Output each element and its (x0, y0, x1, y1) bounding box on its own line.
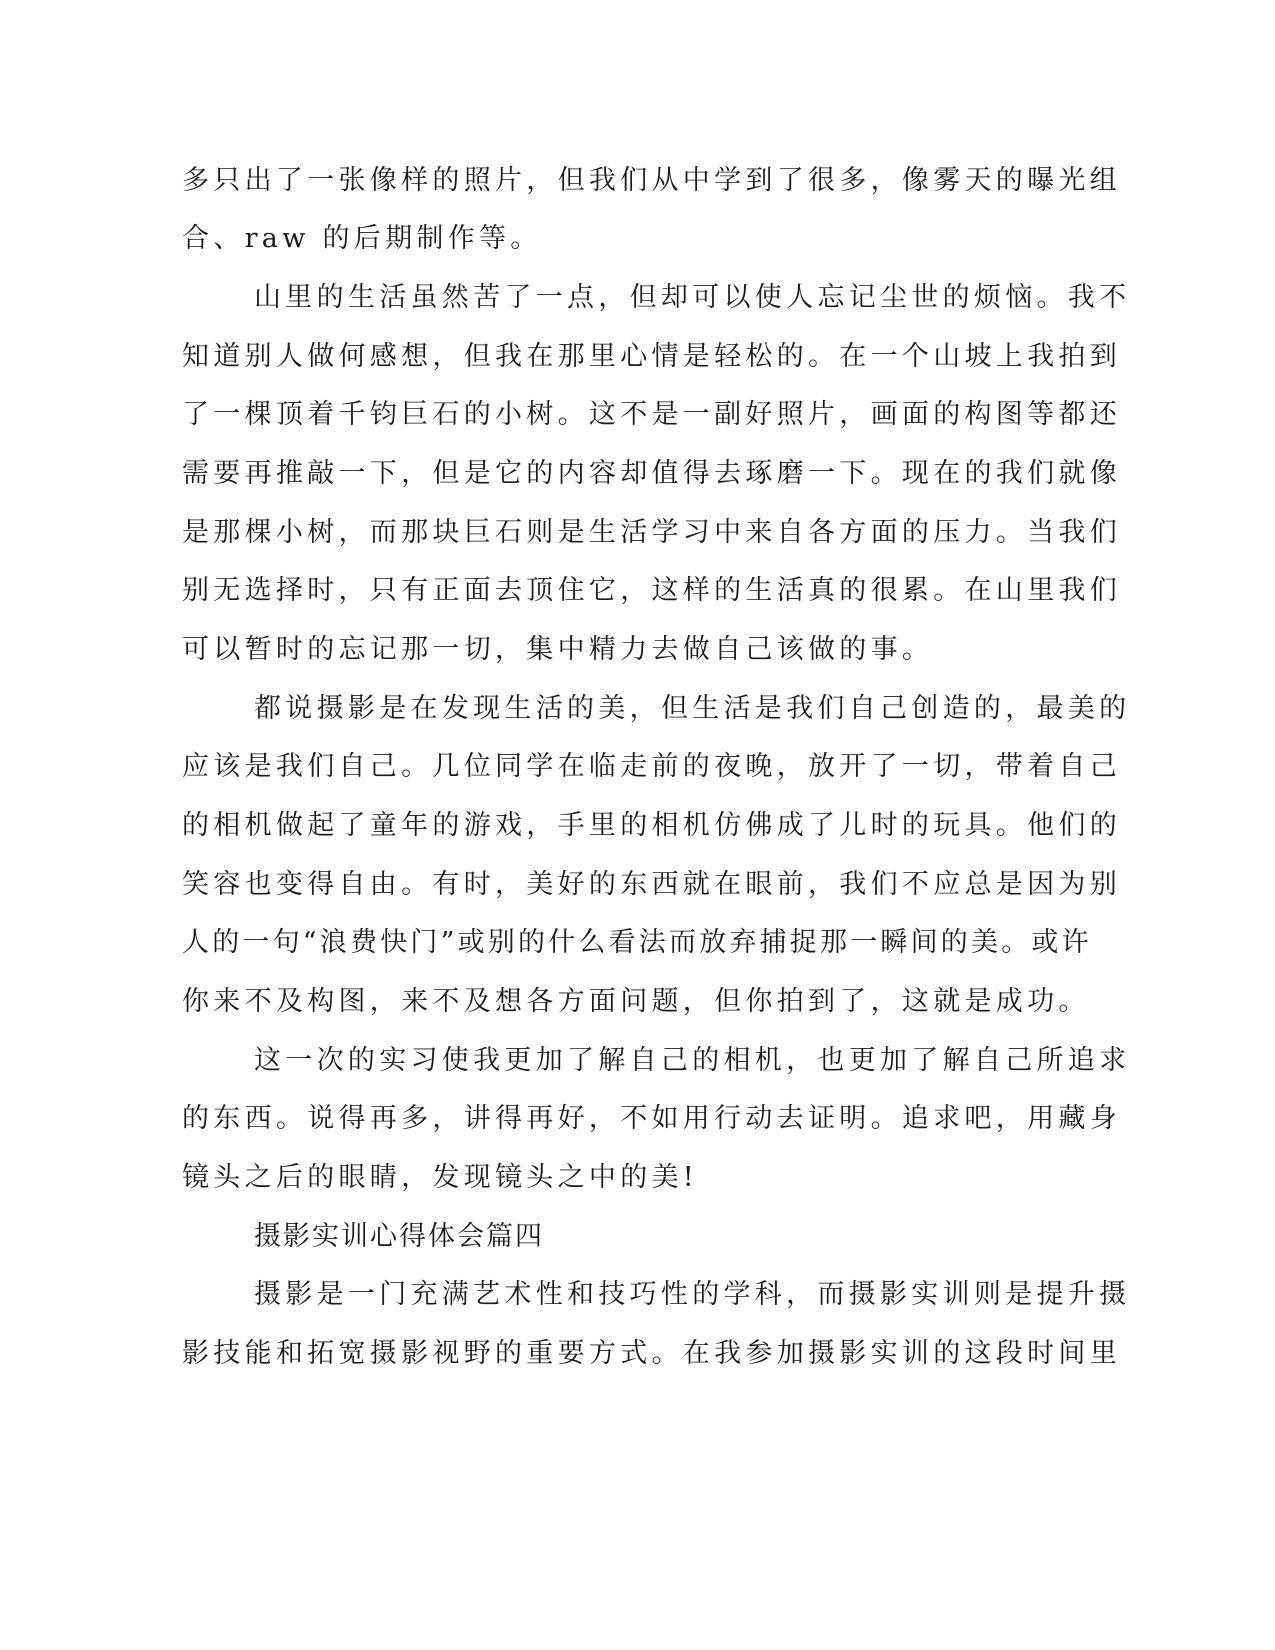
text-line: 镜头之后的眼睛，发现镜头之中的美! (182, 1162, 698, 1193)
text-line: 人的一句“浪费快门”或别的什么看法而放弃捕捉那一瞬间的美。或许 (182, 927, 1092, 958)
text-line: 了一棵顶着千钧巨石的小树。这不是一副好照片，画面的构图等都还 (182, 399, 1121, 430)
text-line: 的相机做起了童年的游戏，手里的相机仿佛成了儿时的玩具。他们的 (182, 810, 1121, 841)
text-line: 你来不及构图，来不及想各方面问题，但你拍到了，这就是成功。 (182, 986, 1090, 1017)
text-line: 应该是我们自己。几位同学在临走前的夜晚，放开了一切，带着自己 (182, 751, 1121, 782)
text-line: 多只出了一张像样的照片，但我们从中学到了很多，像雾天的曝光组 (182, 165, 1121, 196)
text-line: 知道别人做何感想，但我在那里心情是轻松的。在一个山坡上我拍到 (182, 341, 1121, 372)
paragraph-start-line: 都说摄影是在发现生活的美，但生活是我们自己创造的，最美的 (254, 693, 1131, 724)
text-line: 笑容也变得自由。有时，美好的东西就在眼前，我们不应总是因为别 (182, 869, 1121, 900)
paragraph-start-line: 这一次的实习使我更加了解自己的相机，也更加了解自己所追求 (254, 1045, 1131, 1076)
text-line: 是那棵小树，而那块巨石则是生活学习中来自各方面的压力。当我们 (182, 517, 1121, 548)
paragraph-start-line: 摄影是一门充满艺术性和技巧性的学科，而摄影实训则是提升摄 (254, 1279, 1131, 1310)
text-line: 的东西。说得再多，讲得再好，不如用行动去证明。追求吧，用藏身 (182, 1103, 1121, 1134)
text-line: 可以暂时的忘记那一切，集中精力去做自己该做的事。 (182, 634, 934, 665)
text-line: 影技能和拓宽摄影视野的重要方式。在我参加摄影实训的这段时间里 (182, 1338, 1121, 1369)
text-line: 需要再推敲一下，但是它的内容却值得去琢磨一下。现在的我们就像 (182, 458, 1121, 489)
paragraph-start-line: 山里的生活虽然苦了一点，但却可以使人忘记尘世的烦恼。我不 (254, 282, 1131, 313)
text-line: 合、raw 的后期制作等。 (182, 223, 542, 254)
section-heading: 摄影实训心得体会篇四 (254, 1221, 544, 1252)
text-line: 别无选择时，只有正面去顶住它，这样的生活真的很累。在山里我们 (182, 575, 1121, 606)
